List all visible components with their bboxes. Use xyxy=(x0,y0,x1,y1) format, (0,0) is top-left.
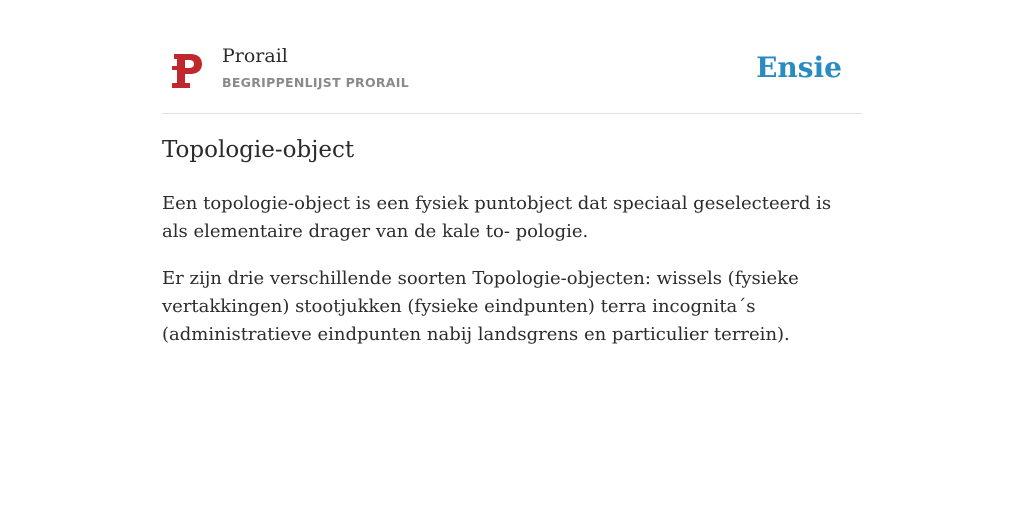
org-subtitle[interactable]: BEGRIPPENLIJST PRORAIL xyxy=(222,75,410,90)
ensie-brand-link[interactable]: Ensie xyxy=(756,51,842,84)
definition-paragraph: Er zijn drie verschillende soorten Topologie-objecten: wissels (fysieke vertakkingen) stootjukken (fysieke eindpunten) terra incognita´s (administratieve eindpunten nabij landsgrens en particulier terrein). xyxy=(162,268,799,345)
page xyxy=(162,0,862,345)
prorail-logo-icon[interactable] xyxy=(170,52,204,90)
definition-paragraph: Een topologie-object is een fysiek puntobject dat speciaal geselecteerd is als elementaire drager van de kale to- pologie. xyxy=(162,193,832,242)
header xyxy=(162,0,862,114)
org-name[interactable]: Prorail xyxy=(222,45,288,67)
term-title: Topologie-object xyxy=(162,137,355,163)
